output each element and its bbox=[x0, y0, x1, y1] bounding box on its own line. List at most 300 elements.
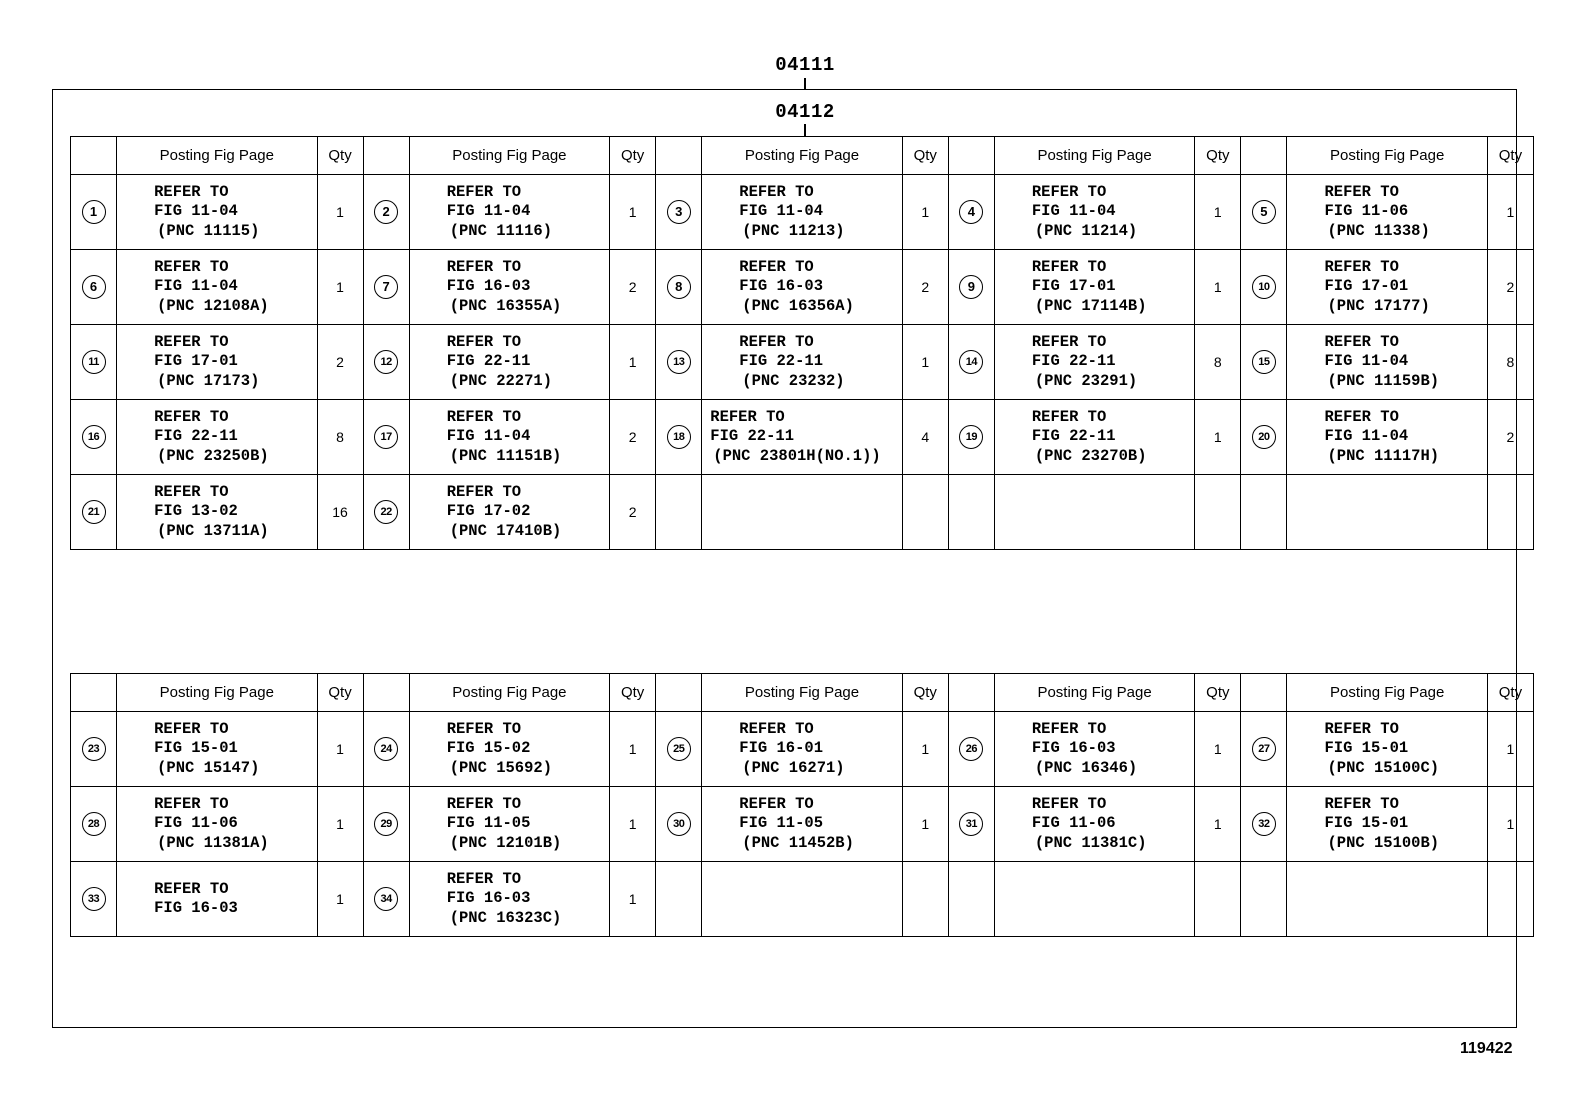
header-posting-fig-page: Posting Fig Page bbox=[702, 137, 902, 175]
refer-to-line: REFER TO bbox=[739, 257, 814, 276]
qty-value: 1 bbox=[336, 891, 344, 907]
refer-to-line: REFER TO bbox=[1324, 407, 1399, 426]
header-qty: Qty bbox=[610, 674, 656, 712]
item-number-badge: 30 bbox=[667, 812, 691, 836]
item-number-badge: 16 bbox=[82, 425, 106, 449]
header-qty: Qty bbox=[317, 674, 363, 712]
reference-text bbox=[702, 795, 901, 854]
table-row bbox=[71, 787, 1534, 862]
fig-line: FIG 15-01 bbox=[1324, 814, 1409, 833]
refer-to-line: REFER TO bbox=[1031, 332, 1107, 351]
pnc-line: (PNC 16323C) bbox=[449, 908, 562, 927]
pnc-line: (PNC 15692) bbox=[449, 758, 553, 777]
reference-cell bbox=[117, 175, 317, 250]
fig-line: FIG 11-04 bbox=[1324, 352, 1409, 371]
qty-value: 2 bbox=[628, 279, 637, 295]
qty-value: 2 bbox=[628, 504, 637, 520]
item-number-cell bbox=[71, 250, 117, 325]
header-num-cell bbox=[948, 674, 994, 712]
refer-to-line: REFER TO bbox=[1324, 332, 1399, 351]
qty-value: 1 bbox=[628, 816, 637, 832]
reference-cell bbox=[117, 325, 317, 400]
table-row bbox=[71, 325, 1534, 400]
item-number-cell bbox=[656, 250, 702, 325]
illustration-number: 119422 bbox=[1460, 1040, 1513, 1057]
refer-to-line: REFER TO bbox=[446, 182, 522, 201]
reference-text bbox=[410, 795, 609, 854]
reference-text bbox=[410, 183, 609, 242]
item-number-badge: 27 bbox=[1252, 737, 1276, 761]
reference-text bbox=[702, 720, 901, 779]
item-number-cell bbox=[363, 475, 409, 550]
pnc-line: (PNC 11338) bbox=[1327, 221, 1430, 240]
item-number-cell bbox=[363, 250, 409, 325]
item-number-cell bbox=[656, 862, 702, 937]
qty-cell bbox=[317, 175, 363, 250]
pnc-line: (PNC 11117H) bbox=[1327, 446, 1440, 465]
item-number-cell bbox=[1241, 475, 1287, 550]
qty-cell bbox=[610, 325, 656, 400]
item-number-cell bbox=[948, 250, 994, 325]
qty-cell bbox=[610, 175, 656, 250]
qty-cell bbox=[902, 787, 948, 862]
reference-text bbox=[410, 408, 609, 467]
pnc-line: (PNC 17410B) bbox=[449, 521, 562, 540]
item-number-badge: 11 bbox=[82, 350, 106, 374]
pnc-line: (PNC 16271) bbox=[742, 758, 845, 777]
pnc-line: (PNC 22271) bbox=[449, 371, 553, 390]
qty-value: 1 bbox=[336, 279, 344, 295]
qty-cell bbox=[1487, 325, 1533, 400]
item-number-badge: 20 bbox=[1252, 425, 1276, 449]
item-number-badge: 5 bbox=[1252, 200, 1276, 224]
reference-cell bbox=[1287, 787, 1487, 862]
reference-cell bbox=[409, 862, 609, 937]
refer-to-line: REFER TO bbox=[1324, 182, 1399, 201]
qty-cell bbox=[902, 250, 948, 325]
fig-line: FIG 11-06 bbox=[154, 814, 238, 833]
pnc-line: (PNC 23232) bbox=[742, 371, 845, 390]
pnc-line: (PNC 11151B) bbox=[449, 446, 562, 465]
qty-value: 1 bbox=[1506, 741, 1515, 757]
fig-line: FIG 11-04 bbox=[446, 202, 531, 221]
reference-cell bbox=[117, 787, 317, 862]
reference-text bbox=[117, 880, 316, 919]
qty-value: 2 bbox=[1506, 279, 1515, 295]
item-number-badge: 32 bbox=[1252, 812, 1276, 836]
fig-line: FIG 15-01 bbox=[1324, 739, 1409, 758]
refer-to-line: REFER TO bbox=[1031, 794, 1107, 813]
reference-text bbox=[1287, 795, 1486, 854]
item-number-cell bbox=[948, 325, 994, 400]
header-posting-fig-page: Posting Fig Page bbox=[702, 674, 902, 712]
reference-cell bbox=[702, 712, 902, 787]
qty-cell bbox=[1487, 175, 1533, 250]
fig-line: FIG 17-02 bbox=[446, 502, 531, 521]
item-number-cell bbox=[1241, 400, 1287, 475]
header-num-cell bbox=[656, 137, 702, 175]
header-qty: Qty bbox=[1195, 674, 1241, 712]
item-number-badge: 9 bbox=[959, 275, 983, 299]
item-number-badge: 22 bbox=[374, 500, 398, 524]
item-number-cell bbox=[948, 712, 994, 787]
refer-to-line: REFER TO bbox=[154, 407, 229, 426]
reference-text bbox=[410, 720, 609, 779]
refer-to-line: REFER TO bbox=[1324, 257, 1399, 276]
header-posting-fig-page: Posting Fig Page bbox=[1287, 674, 1487, 712]
item-number-cell bbox=[71, 475, 117, 550]
item-number-cell bbox=[1241, 787, 1287, 862]
fig-line: FIG 17-01 bbox=[1031, 277, 1116, 296]
header-qty: Qty bbox=[610, 137, 656, 175]
item-number-badge: 19 bbox=[959, 425, 983, 449]
pnc-line: (PNC 12108A) bbox=[157, 296, 269, 315]
item-number-cell bbox=[71, 325, 117, 400]
reference-cell bbox=[1287, 250, 1487, 325]
reference-cell bbox=[702, 250, 902, 325]
fig-line: FIG 11-04 bbox=[154, 202, 238, 221]
pnc-line: (PNC 16355A) bbox=[449, 296, 562, 315]
pnc-line: (PNC 11214) bbox=[1034, 221, 1138, 240]
qty-cell bbox=[610, 787, 656, 862]
qty-cell bbox=[317, 400, 363, 475]
reference-cell bbox=[117, 475, 317, 550]
qty-value: 1 bbox=[921, 816, 930, 832]
header-posting-fig-page: Posting Fig Page bbox=[994, 137, 1194, 175]
item-number-badge: 31 bbox=[959, 812, 983, 836]
qty-value: 1 bbox=[1506, 816, 1515, 832]
refer-to-line: REFER TO bbox=[446, 332, 522, 351]
pnc-line: (PNC 15147) bbox=[157, 758, 260, 777]
qty-cell bbox=[1195, 400, 1241, 475]
item-number-cell bbox=[71, 862, 117, 937]
qty-cell bbox=[1195, 787, 1241, 862]
qty-value: 1 bbox=[1213, 741, 1222, 757]
reference-text bbox=[117, 720, 316, 779]
item-number-cell bbox=[363, 712, 409, 787]
pnc-line: (PNC 13711A) bbox=[157, 521, 269, 540]
item-number-badge: 33 bbox=[82, 887, 106, 911]
item-number-badge: 23 bbox=[82, 737, 106, 761]
qty-cell bbox=[1195, 862, 1241, 937]
header-num-cell bbox=[71, 137, 117, 175]
header-qty: Qty bbox=[902, 137, 948, 175]
pnc-line: (PNC 11213) bbox=[742, 221, 845, 240]
reference-text bbox=[117, 408, 316, 467]
table-row bbox=[71, 175, 1534, 250]
reference-text bbox=[1287, 183, 1486, 242]
pnc-line: (PNC 23801H(NO.1)) bbox=[713, 446, 881, 465]
fig-line: FIG 17-01 bbox=[1324, 277, 1409, 296]
refer-to-line: REFER TO bbox=[1031, 257, 1107, 276]
refer-to-line: REFER TO bbox=[739, 332, 814, 351]
reference-cell bbox=[117, 250, 317, 325]
pnc-line: (PNC 17177) bbox=[1327, 296, 1430, 315]
fig-line: FIG 22-11 bbox=[1031, 427, 1116, 446]
fig-line: FIG 22-11 bbox=[1031, 352, 1116, 371]
qty-cell bbox=[317, 325, 363, 400]
header-num-cell bbox=[1241, 674, 1287, 712]
header-posting-fig-page: Posting Fig Page bbox=[409, 674, 609, 712]
item-number-badge: 24 bbox=[374, 737, 398, 761]
item-number-cell bbox=[71, 175, 117, 250]
item-number-cell bbox=[656, 325, 702, 400]
item-number-cell bbox=[948, 400, 994, 475]
reference-cell bbox=[1287, 712, 1487, 787]
reference-cell bbox=[409, 712, 609, 787]
qty-value: 2 bbox=[1506, 429, 1515, 445]
reference-cell bbox=[994, 400, 1194, 475]
refer-to-line: REFER TO bbox=[1031, 182, 1107, 201]
item-number-badge: 34 bbox=[374, 887, 398, 911]
pnc-line: (PNC 17114B) bbox=[1034, 296, 1147, 315]
header-num-cell bbox=[363, 137, 409, 175]
header-posting-fig-page: Posting Fig Page bbox=[994, 674, 1194, 712]
refer-to-line: REFER TO bbox=[1324, 719, 1399, 738]
pnc-line: (PNC 23250B) bbox=[157, 446, 269, 465]
fig-line: FIG 15-01 bbox=[154, 739, 238, 758]
item-number-badge: 7 bbox=[374, 275, 398, 299]
refer-to-line: REFER TO bbox=[739, 182, 814, 201]
pnc-line: (PNC 11115) bbox=[157, 221, 260, 240]
pnc-line: (PNC 16356A) bbox=[742, 296, 854, 315]
item-number-cell bbox=[1241, 175, 1287, 250]
fig-line: FIG 15-02 bbox=[446, 739, 531, 758]
reference-cell bbox=[117, 712, 317, 787]
pnc-line: (PNC 11452B) bbox=[742, 833, 854, 852]
refer-to-line: REFER TO bbox=[154, 332, 229, 351]
reference-cell bbox=[409, 475, 609, 550]
header-qty: Qty bbox=[902, 674, 948, 712]
pnc-line: (PNC 17173) bbox=[157, 371, 260, 390]
header-qty: Qty bbox=[317, 137, 363, 175]
reference-text bbox=[1287, 408, 1486, 467]
table-row bbox=[71, 862, 1534, 937]
qty-value: 1 bbox=[1213, 429, 1222, 445]
qty-value: 8 bbox=[1213, 354, 1222, 370]
qty-value: 1 bbox=[1213, 816, 1222, 832]
reference-cell bbox=[1287, 400, 1487, 475]
refer-to-line: REFER TO bbox=[739, 719, 814, 738]
reference-cell bbox=[409, 250, 609, 325]
item-number-badge: 17 bbox=[374, 425, 398, 449]
refer-to-line: REFER TO bbox=[446, 407, 522, 426]
item-number-cell bbox=[363, 325, 409, 400]
reference-cell bbox=[1287, 325, 1487, 400]
fig-line: FIG 11-04 bbox=[739, 202, 823, 221]
refer-to-line: REFER TO bbox=[1031, 407, 1107, 426]
reference-cell bbox=[409, 325, 609, 400]
item-number-badge: 14 bbox=[959, 350, 983, 374]
reference-cell bbox=[702, 400, 902, 475]
item-number-cell bbox=[1241, 325, 1287, 400]
qty-cell bbox=[902, 475, 948, 550]
reference-cell bbox=[994, 175, 1194, 250]
item-number-badge: 3 bbox=[667, 200, 691, 224]
qty-value: 1 bbox=[628, 354, 637, 370]
table-row bbox=[71, 712, 1534, 787]
item-number-badge: 6 bbox=[82, 275, 106, 299]
qty-cell bbox=[1195, 250, 1241, 325]
qty-cell bbox=[610, 475, 656, 550]
reference-text bbox=[1287, 720, 1486, 779]
item-number-badge: 4 bbox=[959, 200, 983, 224]
item-number-badge: 8 bbox=[667, 275, 691, 299]
reference-text bbox=[702, 408, 901, 467]
reference-text bbox=[995, 720, 1194, 779]
item-number-cell bbox=[71, 712, 117, 787]
reference-text bbox=[117, 795, 316, 854]
qty-cell bbox=[902, 400, 948, 475]
refer-to-line: REFER TO bbox=[154, 719, 229, 738]
qty-value: 2 bbox=[628, 429, 637, 445]
qty-value: 1 bbox=[921, 354, 930, 370]
header-num-cell bbox=[948, 137, 994, 175]
qty-cell bbox=[317, 787, 363, 862]
pnc-line: (PNC 12101B) bbox=[449, 833, 562, 852]
reference-cell bbox=[702, 787, 902, 862]
table-row bbox=[71, 400, 1534, 475]
pnc-line: (PNC 16346) bbox=[1034, 758, 1138, 777]
reference-cell bbox=[994, 787, 1194, 862]
refer-to-line: REFER TO bbox=[154, 482, 229, 501]
refer-to-line: REFER TO bbox=[446, 719, 522, 738]
item-number-cell bbox=[1241, 712, 1287, 787]
qty-value: 8 bbox=[336, 429, 344, 445]
fig-line: FIG 11-06 bbox=[1324, 202, 1409, 221]
assembly-code-label: 04111 bbox=[775, 54, 835, 76]
reference-text bbox=[702, 258, 901, 317]
refer-to-line: REFER TO bbox=[446, 794, 522, 813]
reference-text bbox=[410, 870, 609, 929]
item-number-badge: 28 bbox=[82, 812, 106, 836]
refer-to-line: REFER TO bbox=[154, 794, 229, 813]
qty-cell bbox=[902, 325, 948, 400]
fig-line: FIG 22-11 bbox=[739, 352, 823, 371]
qty-cell bbox=[1487, 712, 1533, 787]
reference-text bbox=[410, 258, 609, 317]
pnc-line: (PNC 15100C) bbox=[1327, 758, 1440, 777]
reference-text bbox=[117, 333, 316, 392]
refer-to-line: REFER TO bbox=[710, 407, 785, 426]
item-number-cell bbox=[656, 400, 702, 475]
item-number-cell bbox=[363, 862, 409, 937]
item-number-badge: 2 bbox=[374, 200, 398, 224]
item-number-badge: 12 bbox=[374, 350, 398, 374]
fig-line: FIG 11-04 bbox=[446, 427, 531, 446]
refer-to-line: REFER TO bbox=[446, 257, 522, 276]
header-num-cell bbox=[71, 674, 117, 712]
reference-cell bbox=[1287, 862, 1487, 937]
fig-line: FIG 16-03 bbox=[446, 889, 531, 908]
qty-cell bbox=[1195, 475, 1241, 550]
reference-table-2 bbox=[70, 673, 1534, 937]
header-qty: Qty bbox=[1487, 137, 1533, 175]
item-number-badge: 29 bbox=[374, 812, 398, 836]
reference-cell bbox=[994, 325, 1194, 400]
item-number-cell bbox=[948, 475, 994, 550]
qty-value: 1 bbox=[1506, 204, 1515, 220]
qty-cell bbox=[1195, 175, 1241, 250]
item-number-cell bbox=[656, 175, 702, 250]
qty-cell bbox=[1195, 712, 1241, 787]
qty-value: 1 bbox=[628, 891, 637, 907]
qty-value: 1 bbox=[921, 741, 930, 757]
header-row bbox=[71, 137, 1534, 175]
header-num-cell bbox=[363, 674, 409, 712]
qty-cell bbox=[1487, 250, 1533, 325]
qty-value: 2 bbox=[336, 354, 344, 370]
qty-cell bbox=[902, 712, 948, 787]
fig-line: FIG 16-03 bbox=[1031, 739, 1116, 758]
qty-value: 4 bbox=[921, 429, 930, 445]
reference-text bbox=[410, 333, 609, 392]
reference-table-1 bbox=[70, 136, 1534, 550]
qty-value: 1 bbox=[336, 816, 344, 832]
item-number-badge: 1 bbox=[82, 200, 106, 224]
qty-cell bbox=[1487, 787, 1533, 862]
qty-value: 2 bbox=[921, 279, 930, 295]
reference-cell bbox=[409, 175, 609, 250]
reference-cell bbox=[1287, 175, 1487, 250]
reference-cell bbox=[702, 862, 902, 937]
item-number-badge: 18 bbox=[667, 425, 691, 449]
reference-cell bbox=[994, 862, 1194, 937]
qty-cell bbox=[1487, 475, 1533, 550]
refer-to-line: REFER TO bbox=[154, 879, 229, 898]
reference-text bbox=[995, 333, 1194, 392]
item-number-cell bbox=[656, 712, 702, 787]
item-number-cell bbox=[71, 787, 117, 862]
reference-text bbox=[117, 258, 316, 317]
header-row bbox=[71, 674, 1534, 712]
item-number-badge: 10 bbox=[1252, 275, 1276, 299]
reference-cell bbox=[1287, 475, 1487, 550]
reference-text bbox=[1287, 258, 1486, 317]
item-number-cell bbox=[948, 175, 994, 250]
item-number-cell bbox=[363, 400, 409, 475]
subassembly-code-label: 04112 bbox=[775, 101, 835, 123]
reference-cell bbox=[409, 400, 609, 475]
reference-text bbox=[1287, 333, 1486, 392]
item-number-cell bbox=[1241, 250, 1287, 325]
header-posting-fig-page: Posting Fig Page bbox=[409, 137, 609, 175]
fig-line: FIG 17-01 bbox=[154, 352, 238, 371]
pnc-line: (PNC 11381A) bbox=[157, 833, 269, 852]
item-number-badge: 26 bbox=[959, 737, 983, 761]
qty-cell bbox=[902, 862, 948, 937]
qty-cell bbox=[610, 862, 656, 937]
qty-cell bbox=[317, 862, 363, 937]
qty-cell bbox=[317, 250, 363, 325]
header-posting-fig-page: Posting Fig Page bbox=[117, 674, 317, 712]
qty-value: 8 bbox=[1506, 354, 1515, 370]
item-number-cell bbox=[363, 175, 409, 250]
qty-cell bbox=[610, 400, 656, 475]
header-num-cell bbox=[656, 674, 702, 712]
item-number-cell bbox=[71, 400, 117, 475]
pnc-line: (PNC 15100B) bbox=[1327, 833, 1440, 852]
header-qty: Qty bbox=[1487, 674, 1533, 712]
reference-text bbox=[995, 795, 1194, 854]
table-row bbox=[71, 475, 1534, 550]
refer-to-line: REFER TO bbox=[1031, 719, 1107, 738]
header-posting-fig-page: Posting Fig Page bbox=[1287, 137, 1487, 175]
refer-to-line: REFER TO bbox=[1324, 794, 1399, 813]
qty-value: 1 bbox=[921, 204, 930, 220]
leader-line-top bbox=[804, 78, 806, 89]
item-number-badge: 25 bbox=[667, 737, 691, 761]
